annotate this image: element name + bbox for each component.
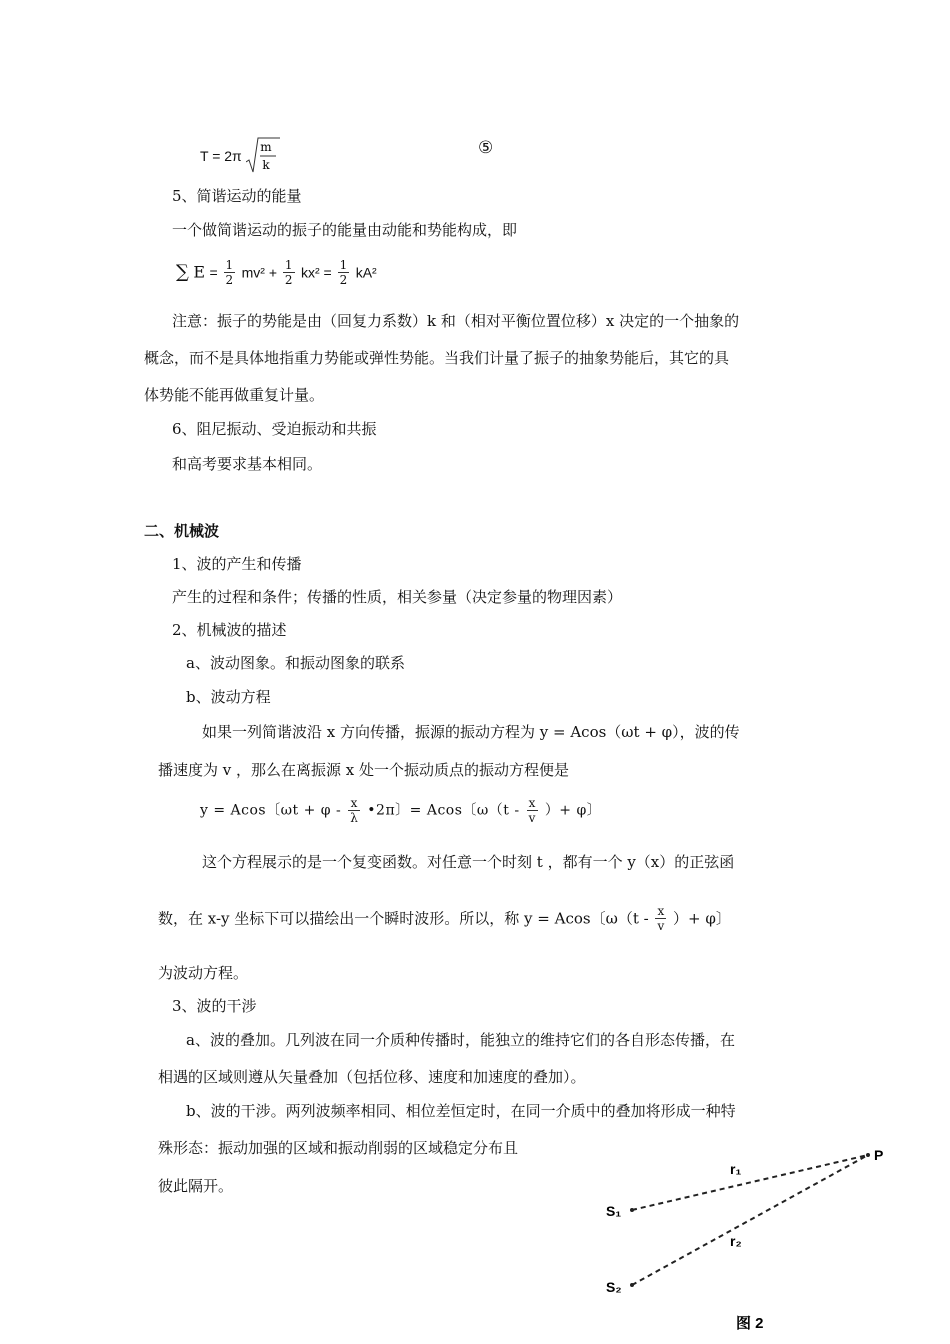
fraction-half <box>283 258 295 287</box>
wave-para1-line1: 如果一列简谐波沿 x 方向传播，振源的振动方程为 y = Acos（ωt + φ），波的传 <box>202 723 740 741</box>
label-r1: r₁ <box>730 1161 742 1177</box>
wave-para1-line2: 播速度为 v ，那么在离振源 x 处一个振动质点的振动方程便是 <box>158 761 570 779</box>
fraction-half <box>338 258 350 287</box>
fraction-half <box>224 258 236 287</box>
frac-den: v <box>528 811 536 825</box>
line-s1-p <box>632 1155 868 1210</box>
equation-marker: ⑤ <box>478 138 494 158</box>
wave2-title: 2、机械波的描述 <box>172 621 287 639</box>
label-s1: S₁ <box>606 1203 622 1219</box>
sqrt-num: m <box>259 140 272 154</box>
sqrt-sign <box>246 136 280 176</box>
point-s2 <box>630 1283 634 1287</box>
section5-text: 一个做简谐运动的振子的能量由动能和势能构成，即 <box>172 221 518 239</box>
wave1-title: 1、波的产生和传播 <box>172 555 302 573</box>
frac-num: 1 <box>284 258 293 272</box>
energy-E: E <box>193 262 205 282</box>
section6-text: 和高考要求基本相同。 <box>172 455 323 473</box>
label-r2: r₂ <box>730 1233 742 1249</box>
part2-title: 二、机械波 <box>144 522 220 540</box>
frac-num: x <box>657 904 665 918</box>
section5-title: 5、简谐运动的能量 <box>172 187 302 205</box>
frac-num: x <box>348 796 360 811</box>
wave3-title: 3、波的干涉 <box>172 997 257 1015</box>
line-s2-p <box>632 1155 868 1285</box>
frac-num: x <box>528 796 536 810</box>
energy-term1: mv² + <box>241 264 281 281</box>
wave-para2-line2a: 数，在 x-y 坐标下可以描绘出一个瞬时波形。所以，称 y = Acos〔ω（t - <box>158 909 654 928</box>
label-s2: S₂ <box>606 1279 622 1295</box>
wave-eq-b: •2π〕= Acos〔ω（t - <box>367 802 525 819</box>
wave1-text: 产生的过程和条件；传播的性质，相关参量（决定参量的物理因素） <box>172 588 623 606</box>
sqrt-den: k <box>261 158 270 172</box>
wave3-b-line1: b、波的干涉。两列波频率相同、相位差恒定时，在同一介质中的叠加将形成一种特 <box>186 1102 736 1120</box>
point-p <box>866 1153 870 1157</box>
wave3-a-line2: 相遇的区域则遵从矢量叠加（包括位移、速度和加速度的叠加）。 <box>158 1068 586 1086</box>
wave-para2-line2b: ）+ φ〕 <box>673 909 731 928</box>
frac-den: 2 <box>339 273 348 287</box>
frac-den: v <box>657 919 665 933</box>
period-formula-lhs: T = 2π <box>200 148 242 164</box>
frac-den: 2 <box>225 273 234 287</box>
figure-caption: 图 2 <box>736 1315 764 1332</box>
wave-para2-line1: 这个方程展示的是一个复变函数。对任意一个时刻 t ，都有一个 y（x）的正弦函 <box>202 853 735 871</box>
energy-term2: kx² = <box>301 264 336 281</box>
energy-eq: = <box>209 264 222 281</box>
wave3-b-line3: 彼此隔开。 <box>158 1177 234 1195</box>
frac-num: 1 <box>225 258 234 272</box>
point-s1 <box>630 1208 634 1212</box>
wave3-b-line2: 殊形态：振动加强的区域和振动削弱的区域稳定分布且 <box>158 1139 519 1157</box>
energy-formula <box>176 258 377 287</box>
wave2-a: a、波动图象。和振动图象的联系 <box>186 654 405 672</box>
wave-eq-c: ）+ φ〕 <box>544 802 602 819</box>
note-line3: 体势能不能再做重复计量。 <box>144 386 325 404</box>
wave-para2-line2 <box>158 904 731 933</box>
note-line2: 概念，而不是具体地指重力势能或弹性势能。当我们计量了振子的抽象势能后，其它的具 <box>144 349 730 367</box>
note-line1: 注意：振子的势能是由（回复力系数）k 和（相对平衡位置位移）x 决定的一个抽象的 <box>172 312 740 330</box>
label-p: P <box>874 1147 884 1163</box>
sum-symbol: ∑ <box>176 261 189 283</box>
frac-den: λ <box>350 811 359 825</box>
period-formula <box>200 136 280 176</box>
frac-num: 1 <box>339 258 348 272</box>
wave3-a-line1: a、波的叠加。几列波在同一介质种传播时，能独立的维持它们的各自形态传播，在 <box>186 1031 735 1049</box>
section6-title: 6、阻尼振动、受迫振动和共振 <box>172 420 377 438</box>
fraction-x-v <box>655 904 666 933</box>
energy-term3: kA² <box>355 264 377 281</box>
interference-figure <box>590 1140 900 1340</box>
frac-den: 2 <box>284 273 293 287</box>
wave-para2-line3: 为波动方程。 <box>158 964 249 982</box>
wave-eq-a: y = Acos〔ωt + φ - <box>200 802 347 819</box>
wave-equation <box>200 796 601 825</box>
fraction-x-lambda <box>348 796 360 825</box>
fraction-x-v <box>527 796 538 825</box>
wave2-b: b、波动方程 <box>186 688 271 706</box>
